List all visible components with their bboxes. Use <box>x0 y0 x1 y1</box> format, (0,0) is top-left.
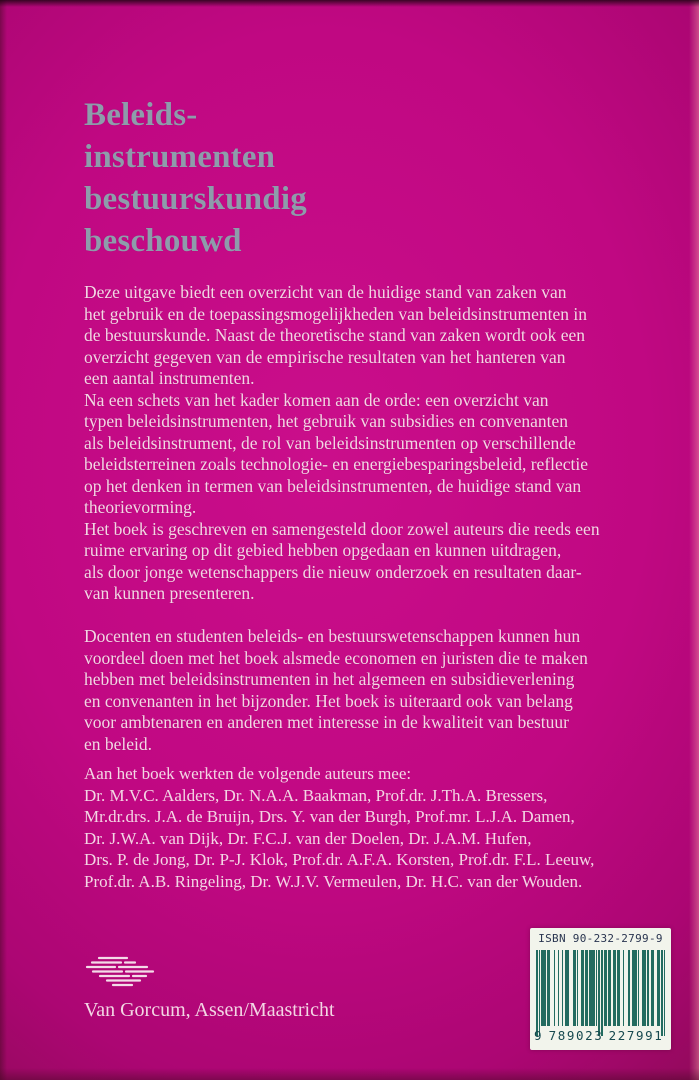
publisher-name: Van Gorcum, Assen/Maastricht <box>84 999 335 1021</box>
authors-line: Drs. P. de Jong, Dr. P-J. Klok, Prof.dr. A.F.A. Korsten, Prof.dr. F.L. Leeuw, <box>84 850 595 869</box>
barcode-bar <box>628 950 630 1026</box>
blurb-line: hebben met beleidsinstrumenten in het algemeen en subsidieverlening <box>84 669 575 689</box>
blurb-line: voor ambtenaren en anderen met interesse in de kwaliteit van bestuur <box>84 712 569 732</box>
barcode-bar <box>653 950 655 1026</box>
blurb-line: theorievorming. <box>84 497 197 517</box>
blurb-line: ruime ervaring op dit gebied hebben opgedaan en kunnen uitdragen, <box>84 540 562 560</box>
blurb-line: de bestuurskunde. Naast de theoretische stand van zaken wordt ook een <box>84 325 586 345</box>
authors-line: Mr.dr.drs. J.A. de Bruijn, Drs. Y. van der Burgh, Prof.mr. L.J.A. Damen, <box>84 807 575 826</box>
blurb-line: Het boek is geschreven en samengesteld door zowel auteurs die reeds een <box>84 518 600 539</box>
barcode-bar <box>645 950 647 1026</box>
barcode-bar <box>582 950 584 1026</box>
blurb-line: typen beleidsinstrumenten, het gebruik van subsidies en convenanten <box>84 411 569 431</box>
blurb-line: voordeel doen met het boek alsmede economen en juristen die te maken <box>84 647 588 668</box>
blurb-line: overzicht gegeven van de empirische resultaten van het hanteren van <box>84 346 566 367</box>
barcode-panel <box>530 928 671 1050</box>
barcode-bar <box>548 950 550 1026</box>
barcode-bar <box>554 950 556 1026</box>
blurb-line: en beleid. <box>84 733 153 754</box>
barcode-bar <box>623 950 625 1026</box>
van-gorcum-logo <box>84 955 160 993</box>
barcode-bar <box>596 950 598 1026</box>
blurb-line: een aantal instrumenten. <box>84 368 255 388</box>
blurb-block-1 <box>84 282 650 605</box>
book-title-line: bestuurskundig <box>84 181 307 217</box>
blurb-line: en convenanten in het bijzonder. Het boek is uiteraard ook van belang <box>84 690 573 711</box>
barcode-bar <box>567 950 569 1026</box>
barcode-bar <box>586 950 588 1026</box>
blurb-line: beleidsterreinen zoals technologie- en energiebesparingsbeleid, reflectie <box>84 454 589 474</box>
ean-digit-first: 9 <box>534 1028 542 1043</box>
ean-barcode-bars <box>536 950 665 1036</box>
blurb <box>84 282 650 755</box>
ean-digits-right: 227991 <box>608 1028 664 1043</box>
authors-intro: Aan het boek werkten de volgende auteurs mee: <box>84 764 412 783</box>
book-title-line: instrumenten <box>84 139 276 175</box>
authors-line: Prof.dr. A.B. Ringeling, Dr. W.J.V. Vermeulen, Dr. H.C. van der Wouden. <box>84 871 583 891</box>
blurb-line: Docenten en studenten beleids- en bestuurswetenschappen kunnen hun <box>84 626 581 646</box>
barcode-bar <box>593 950 595 1026</box>
barcode-bar <box>638 950 640 1026</box>
barcode-bar <box>574 950 576 1026</box>
barcode-bar <box>598 950 600 1036</box>
barcode-bar <box>615 950 617 1026</box>
authors-section <box>84 763 674 892</box>
blurb-line: op het denken in termen van beleidsinstrumenten, de huidige stand van <box>84 475 582 496</box>
barcode-bar <box>658 950 660 1026</box>
blurb-line: Deze uitgave biedt een overzicht van de huidige stand van zaken van <box>84 282 567 302</box>
book-title-line: beschouwd <box>84 223 242 259</box>
book-title-line: Beleids- <box>84 97 198 133</box>
barcode-bar <box>605 950 607 1026</box>
barcode-bar <box>647 950 649 1026</box>
barcode-bar <box>619 950 621 1026</box>
blurb-line: als beleidsinstrument, de rol van beleidsinstrumenten op verschillende <box>84 432 576 453</box>
barcode-bar <box>539 950 541 1036</box>
authors-line: Dr. M.V.C. Aalders, Dr. N.A.A. Baakman, Prof.dr. J.Th.A. Bressers, <box>84 785 548 805</box>
barcode-bar <box>558 950 560 1026</box>
authors-line: Dr. J.W.A. van Dijk, Dr. F.C.J. van der Doelen, Dr. J.A.M. Hufen, <box>84 828 532 848</box>
blurb-line: als door jonge wetenschappers die nieuw onderzoek en resultaten daar- <box>84 561 582 582</box>
barcode-bar <box>635 950 637 1026</box>
barcode-bar <box>601 950 603 1036</box>
barcode-bar <box>544 950 546 1026</box>
isbn-label: ISBN 90-232-2799-9 <box>538 932 663 945</box>
blurb-line: van kunnen presenteren. <box>84 583 255 603</box>
authors-list <box>84 785 674 893</box>
barcode-bar <box>562 950 564 1026</box>
barcode-bar <box>536 950 538 1036</box>
blurb-line: het gebruik en de toepassingsmogelijkheden van beleidsinstrumenten in <box>84 303 588 324</box>
blurb-block-2 <box>84 626 650 755</box>
barcode-bar <box>661 950 663 1036</box>
ean-digits <box>534 1029 667 1043</box>
barcode-bar <box>609 950 611 1026</box>
ean-digits-left: 789023 <box>548 1028 604 1043</box>
barcode-bar <box>664 950 666 1036</box>
barcode-bar <box>577 950 579 1026</box>
blurb-line: Na een schets van het kader komen aan de orde: een overzicht van <box>84 389 549 410</box>
book-title <box>84 94 307 262</box>
